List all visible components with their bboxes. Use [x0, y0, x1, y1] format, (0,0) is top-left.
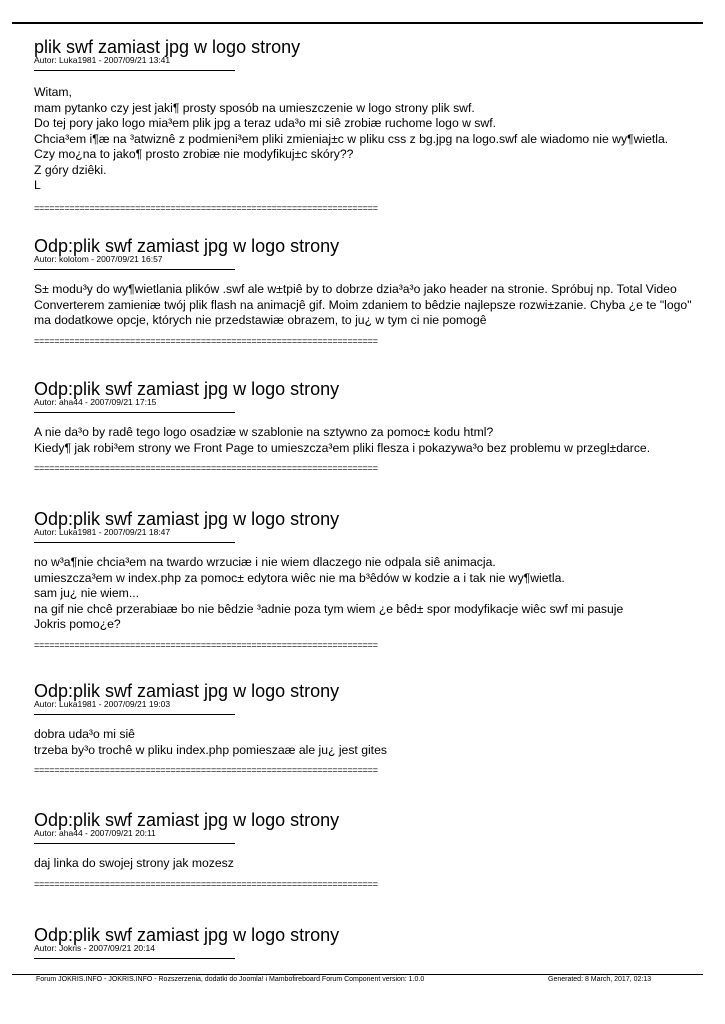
footer-generated: Generated: 8 March, 2017, 02:13: [548, 976, 652, 983]
post-body: [34, 727, 704, 758]
post-line: na gif nie chcê przerabiaæ bo nie bêdzie ³adnie poza tym wiem ¿e bêd± spor modyfikacje wiêc swf mi pasuje: [34, 601, 624, 616]
post-title: plik swf zamiast jpg w logo strony: [34, 37, 301, 57]
post-line: Jokris pomo¿e?: [34, 617, 121, 631]
author-rule: [34, 542, 235, 543]
post-title: Odp:plik swf zamiast jpg w logo strony: [34, 681, 340, 701]
post-body: [34, 85, 704, 194]
footer-credits: Forum JOKRIS.INFO - JOKRIS.INFO - Rozszerzenia, dodatki do Joomla! i Mambofireboard Forum Component version: 1.0.0: [36, 976, 425, 983]
post-title: Odp:plik swf zamiast jpg w logo strony: [34, 379, 340, 399]
post-author: Autor: Luka1981 - 2007/09/21 19:03: [34, 699, 171, 709]
post-title: Odp:plik swf zamiast jpg w logo strony: [34, 236, 340, 256]
post-body: [34, 555, 704, 633]
post-line: no w³a¶nie chcia³em na twardo wrzuciæ i nie wiem dlaczego nie odpala siê animacja.: [34, 555, 496, 569]
post-line: Czy mo¿na to jako¶ prosto zrobiæ nie modyfikuj±c skóry??: [34, 147, 354, 161]
footer-rule: [12, 974, 703, 975]
post-separator: ====================================================================: [34, 639, 378, 650]
author-rule: [34, 714, 235, 715]
post-line: sam ju¿ nie wiem...: [34, 586, 139, 600]
post-line: Chcia³em i¶æ na ³atwiznê z podmieni³em pliki zmieniaj±c w pliku css z bg.jpg na logo.swf ale wiadomo nie wy¶wietla.: [34, 131, 669, 146]
forum-post: [34, 379, 704, 473]
post-line: trzeba by³o trochê w pliku index.php pomieszaæ ale ju¿ jest gites: [34, 742, 387, 757]
author-rule: [34, 843, 235, 844]
post-title: Odp:plik swf zamiast jpg w logo strony: [34, 810, 340, 830]
post-author: Autor: kolotom - 2007/09/21 16:57: [34, 254, 163, 264]
post-line: dobra uda³o mi siê: [34, 727, 135, 741]
post-title: Odp:plik swf zamiast jpg w logo strony: [34, 509, 340, 529]
post-title: Odp:plik swf zamiast jpg w logo strony: [34, 925, 340, 945]
forum-post: [34, 37, 704, 213]
post-separator: ====================================================================: [34, 335, 378, 346]
post-author: Autor: Jokris - 2007/09/21 20:14: [34, 943, 155, 953]
forum-post: [34, 681, 704, 775]
author-rule: [34, 269, 235, 270]
post-line: umieszcza³em w index.php za pomoc± edytora wiêc nie ma b³êdów w kodzie a i tak nie wy¶wietla.: [34, 570, 565, 585]
author-rule: [34, 70, 235, 71]
post-body: [34, 425, 704, 456]
post-separator: ====================================================================: [34, 878, 378, 889]
post-body: [34, 282, 704, 329]
post-line: Z góry dziêki.: [34, 162, 107, 177]
post-line: ma dodatkowe opcje, których nie przedstawiæ obrazem, to ju¿ w tym ci nie pomogê: [34, 313, 487, 327]
post-line: Kiedy¶ jak robi³em strony we Front Page to umieszcza³em pliki flesza i pokazywa³o bez problemu w przegl±darce.: [34, 440, 651, 455]
post-author: Autor: Luka1981 - 2007/09/21 18:47: [34, 527, 171, 537]
post-line: A nie da³o by radê tego logo osadziæ w szablonie na sztywno za pomoc± kodu html?: [34, 425, 494, 439]
post-author: Autor: Luka1981 - 2007/09/21 13:41: [34, 55, 171, 65]
post-separator: ====================================================================: [34, 765, 378, 775]
post-line: S± modu³y do wy¶wietlania plików .swf ale w±tpiê by to dobrze dzia³a³o jako header na stronie. Spróbuj np. Total Video: [34, 282, 677, 296]
post-line: Converterem zamieniæ twój plik flash na animacjê gif. Moim zdaniem to bêdzie najlepsze rozwi±zanie. Chyba ¿e te "logo": [34, 297, 692, 312]
forum-post: [34, 810, 704, 889]
forum-post: [34, 236, 704, 346]
top-rule: [12, 22, 703, 24]
post-body: [34, 856, 704, 872]
post-line: mam pytanko czy jest jaki¶ prosty sposób na umieszczenie w logo strony plik swf.: [34, 100, 475, 115]
author-rule: [34, 412, 235, 413]
forum-post: [34, 509, 704, 650]
post-line: Witam,: [34, 85, 72, 99]
forum-post: [34, 925, 704, 959]
post-author: Autor: aha44 - 2007/09/21 20:11: [34, 828, 156, 838]
post-line: Do tej pory jako logo mia³em plik jpg a teraz uda³o mi siê zrobiæ ruchome logo w swf.: [34, 116, 496, 130]
post-line: L: [34, 178, 41, 192]
post-author: Autor: aha44 - 2007/09/21 17:15: [34, 397, 157, 407]
author-rule: [34, 958, 235, 959]
post-separator: ====================================================================: [34, 202, 378, 213]
post-line: daj linka do swojej strony jak mozesz: [34, 856, 234, 870]
post-separator: ====================================================================: [34, 463, 378, 473]
